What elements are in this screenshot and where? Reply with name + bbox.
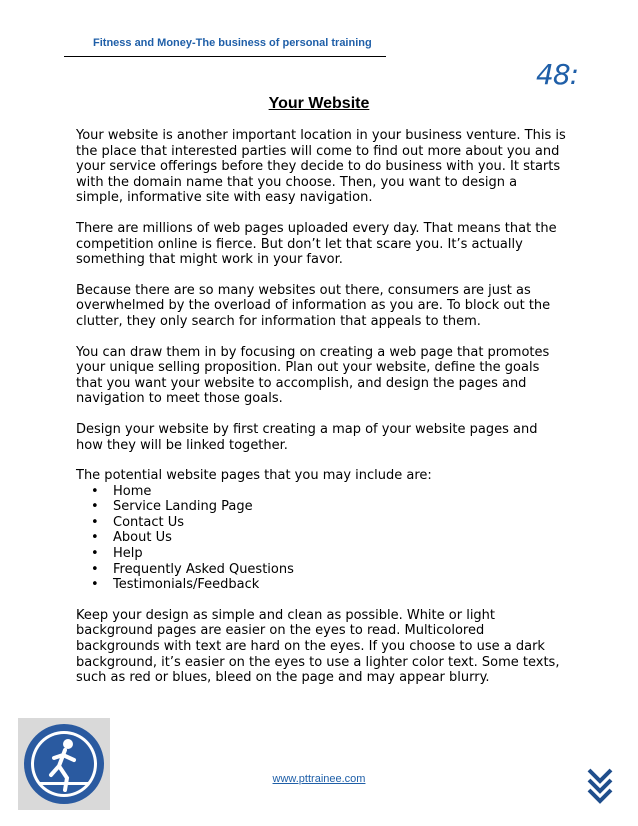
- list-item: • Frequently Asked Questions: [113, 562, 566, 578]
- page-list: [76, 484, 566, 593]
- runner-logo-icon: [18, 718, 110, 810]
- list-item: • Service Landing Page: [113, 499, 566, 515]
- document-body: [76, 128, 566, 701]
- paragraph: Keep your design as simple and clean as possible. White or light background pages are easier on the eyes to read. Multicolored backgrounds with text are hard on the eyes. If you choose to use a dark background, it’s easier on the eyes to use a lighter color text. Some texts, such as red or blues, bleed on the page and may appear blurry.: [76, 607, 560, 686]
- paragraph: Because there are so many websites out there, consumers are just as overwhelmed by the overload of information as you are. To block out the clutter, they only search for information that appeals to them.: [76, 282, 551, 329]
- list-item: • Contact Us: [113, 515, 566, 531]
- paragraph: You can draw them in by focusing on creating a web page that promotes your unique selling proposition. Plan out your website, define the goals that you want your website to accomplish, and design the pages and navigation to meet those goals.: [76, 344, 550, 407]
- paragraph: Design your website by first creating a map of your website pages and how they will be linked together.: [76, 421, 538, 453]
- list-item: • Testimonials/Feedback: [113, 577, 566, 593]
- header-rule: [64, 56, 386, 57]
- document-title: [0, 95, 638, 113]
- list-intro: The potential website pages that you may include are:: [76, 468, 432, 484]
- paragraph: There are millions of web pages uploaded every day. That means that the competition online is fierce. But don’t let that scare you. It’s actually something that might work in your favor.: [76, 220, 557, 268]
- paragraph: Your website is another important location in your business venture. This is the place that interested parties will come to find out more about you and your service offerings before they decide to do business with you. It starts with the domain name that you choose. Then, you want to design a simple, informative site with easy navigation.: [76, 128, 566, 206]
- page-number: 48:: [536, 58, 579, 91]
- website-link[interactable]: www.pttrainee.com: [272, 773, 366, 785]
- header-title: Fitness and Money-The business of personal training: [93, 37, 372, 49]
- list-item: • Help: [113, 546, 566, 562]
- pt-trainee-logo: [18, 718, 110, 810]
- list-item: • About Us: [113, 530, 566, 546]
- list-item: • Home: [113, 484, 566, 500]
- document-title-text: Your Website: [268, 95, 370, 112]
- double-chevron-down-icon[interactable]: [586, 764, 614, 804]
